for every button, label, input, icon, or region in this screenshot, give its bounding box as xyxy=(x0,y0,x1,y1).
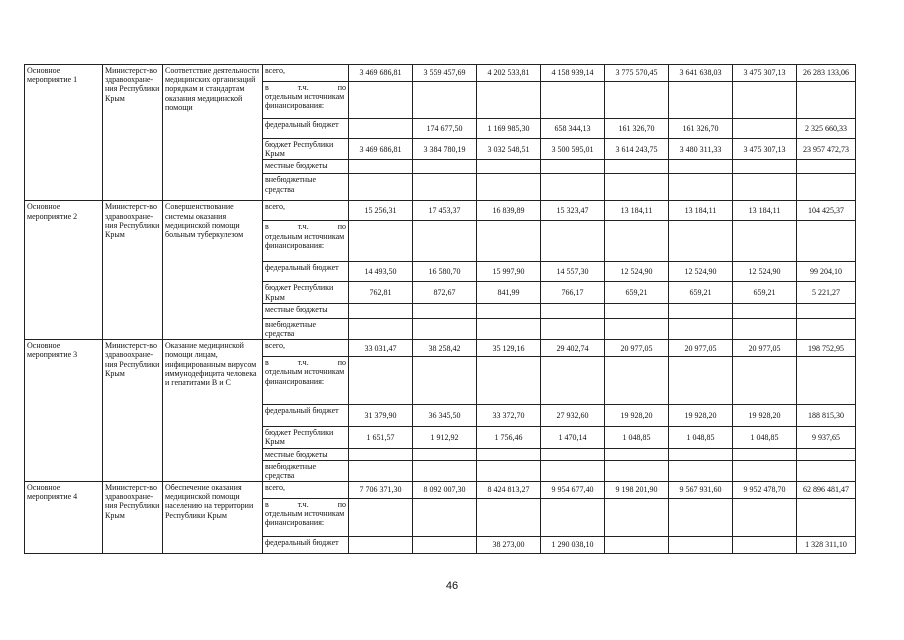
value-cell xyxy=(733,174,797,201)
value-cell: 174 677,50 xyxy=(413,119,477,139)
value-cell: 99 204,10 xyxy=(797,262,856,282)
value-cell xyxy=(669,82,733,119)
activity-description: Совершенствование системы оказания медицинской помощи больным туберкулезом xyxy=(163,201,263,340)
source-label-crimea: бюджет Республики Крым xyxy=(263,427,349,448)
value-cell xyxy=(477,221,541,262)
source-label-word: по xyxy=(337,500,346,510)
value-cell xyxy=(605,82,669,119)
value-cell xyxy=(605,160,669,174)
value-cell xyxy=(733,357,797,405)
source-label-word: т.ч. xyxy=(297,358,309,368)
value-cell xyxy=(797,174,856,201)
value-cell xyxy=(733,537,797,554)
value-cell xyxy=(477,160,541,174)
value-cell: 20 977,05 xyxy=(605,340,669,357)
source-label-total: всего, xyxy=(263,201,349,221)
value-cell: 12 524,90 xyxy=(669,262,733,282)
value-cell xyxy=(413,318,477,339)
value-cell: 3 469 686,81 xyxy=(349,139,413,160)
value-cell xyxy=(349,160,413,174)
source-label-local: местные бюджеты xyxy=(263,303,349,318)
value-cell: 20 977,05 xyxy=(733,340,797,357)
value-cell xyxy=(541,82,605,119)
value-cell: 872,67 xyxy=(413,282,477,303)
source-label-federal: федеральный бюджет xyxy=(263,537,349,554)
value-cell: 3 384 780,19 xyxy=(413,139,477,160)
value-cell xyxy=(605,537,669,554)
value-cell xyxy=(669,318,733,339)
value-cell xyxy=(669,221,733,262)
value-cell xyxy=(541,448,605,460)
value-cell xyxy=(733,448,797,460)
value-cell: 1 756,46 xyxy=(477,427,541,448)
value-cell xyxy=(541,303,605,318)
source-label-extra: внебюджетные средства xyxy=(263,460,349,481)
value-cell xyxy=(349,303,413,318)
value-cell: 198 752,95 xyxy=(797,340,856,357)
value-cell: 33 031,47 xyxy=(349,340,413,357)
value-cell: 5 221,27 xyxy=(797,282,856,303)
value-cell xyxy=(669,357,733,405)
value-cell xyxy=(349,174,413,201)
value-cell xyxy=(605,357,669,405)
value-cell: 104 425,37 xyxy=(797,201,856,221)
value-cell: 161 326,70 xyxy=(605,119,669,139)
value-cell: 13 184,11 xyxy=(669,201,733,221)
value-cell: 9 567 931,60 xyxy=(669,482,733,499)
source-label-word: т.ч. xyxy=(297,222,309,232)
value-cell: 1 912,92 xyxy=(413,427,477,448)
source-label-word: в xyxy=(265,83,269,92)
value-cell: 8 424 813,27 xyxy=(477,482,541,499)
value-cell xyxy=(349,448,413,460)
value-cell: 762,81 xyxy=(349,282,413,303)
source-label-crimea: бюджет Республики Крым xyxy=(263,139,349,160)
value-cell: 766,17 xyxy=(541,282,605,303)
value-cell: 16 839,89 xyxy=(477,201,541,221)
activity-executor: Министерст-во здравоохране-ния Республики Крым xyxy=(103,201,163,340)
value-cell xyxy=(413,82,477,119)
activity-executor: Министерст-во здравоохране-ния Республики Крым xyxy=(103,65,163,201)
value-cell xyxy=(797,160,856,174)
value-cell: 23 957 472,73 xyxy=(797,139,856,160)
value-cell: 8 092 007,30 xyxy=(413,482,477,499)
value-cell: 1 169 985,30 xyxy=(477,119,541,139)
value-cell xyxy=(477,448,541,460)
value-cell xyxy=(541,357,605,405)
value-cell: 19 928,20 xyxy=(733,405,797,427)
value-cell xyxy=(349,318,413,339)
value-cell: 16 580,70 xyxy=(413,262,477,282)
value-cell xyxy=(669,303,733,318)
value-cell xyxy=(349,357,413,405)
value-cell xyxy=(477,303,541,318)
source-label-incl-rest: отдельным источникам финансирования: xyxy=(265,367,345,386)
value-cell xyxy=(605,221,669,262)
value-cell: 3 775 570,45 xyxy=(605,65,669,82)
value-cell xyxy=(733,318,797,339)
value-cell: 14 557,30 xyxy=(541,262,605,282)
value-cell xyxy=(413,174,477,201)
value-cell: 9 952 478,70 xyxy=(733,482,797,499)
value-cell: 188 815,30 xyxy=(797,405,856,427)
activity-description: Соответствие деятельности медицинских организаций порядкам и стандартам оказания медицинской помощи xyxy=(163,65,263,201)
value-cell xyxy=(349,82,413,119)
value-cell: 3 559 457,69 xyxy=(413,65,477,82)
value-cell xyxy=(733,119,797,139)
value-cell: 33 372,70 xyxy=(477,405,541,427)
value-cell xyxy=(605,318,669,339)
table-row xyxy=(25,65,856,82)
value-cell xyxy=(541,160,605,174)
value-cell xyxy=(669,448,733,460)
value-cell: 3 469 686,81 xyxy=(349,65,413,82)
activity-description: Обеспечение оказания медицинской помощи населению на территории Республики Крым xyxy=(163,482,263,554)
source-label-incl xyxy=(263,499,349,537)
value-cell: 9 954 677,40 xyxy=(541,482,605,499)
value-cell: 12 524,90 xyxy=(733,262,797,282)
source-label-incl-head xyxy=(265,500,346,509)
value-cell xyxy=(669,499,733,537)
value-cell: 3 475 307,13 xyxy=(733,139,797,160)
source-label-incl-head xyxy=(265,222,346,231)
value-cell: 1 048,85 xyxy=(669,427,733,448)
source-label-incl-head xyxy=(265,83,346,92)
source-label-federal: федеральный бюджет xyxy=(263,262,349,282)
value-cell: 19 928,20 xyxy=(605,405,669,427)
source-label-incl-head xyxy=(265,358,346,367)
value-cell: 15 997,90 xyxy=(477,262,541,282)
table-row xyxy=(25,201,856,221)
value-cell xyxy=(605,174,669,201)
value-cell: 4 202 533,81 xyxy=(477,65,541,82)
value-cell xyxy=(349,119,413,139)
value-cell xyxy=(477,460,541,481)
value-cell xyxy=(349,499,413,537)
value-cell xyxy=(605,303,669,318)
value-cell: 2 325 660,33 xyxy=(797,119,856,139)
value-cell xyxy=(605,499,669,537)
page-number: 46 xyxy=(445,580,459,592)
source-label-incl-rest: отдельным источникам финансирования: xyxy=(265,231,345,250)
value-cell xyxy=(733,82,797,119)
value-cell: 13 184,11 xyxy=(733,201,797,221)
value-cell xyxy=(413,499,477,537)
activity-executor: Министерст-во здравоохране-ния Республики Крым xyxy=(103,482,163,554)
source-label-word: по xyxy=(337,358,346,368)
table-row xyxy=(25,482,856,499)
value-cell: 1 651,57 xyxy=(349,427,413,448)
value-cell xyxy=(797,303,856,318)
source-label-extra: внебюджетные средства xyxy=(263,318,349,339)
value-cell: 13 184,11 xyxy=(605,201,669,221)
value-cell xyxy=(477,318,541,339)
source-label-total: всего, xyxy=(263,482,349,499)
value-cell xyxy=(669,160,733,174)
value-cell: 1 470,14 xyxy=(541,427,605,448)
activity-title: Основное мероприятие 3 xyxy=(25,340,103,482)
source-label-word: в xyxy=(265,222,269,232)
value-cell: 9 937,65 xyxy=(797,427,856,448)
value-cell xyxy=(349,537,413,554)
source-label-incl xyxy=(263,221,349,262)
source-label-word: т.ч. xyxy=(297,83,309,92)
value-cell: 1 048,85 xyxy=(605,427,669,448)
value-cell: 38 258,42 xyxy=(413,340,477,357)
value-cell xyxy=(413,537,477,554)
value-cell: 3 475 307,13 xyxy=(733,65,797,82)
value-cell xyxy=(797,460,856,481)
source-label-federal: федеральный бюджет xyxy=(263,405,349,427)
source-label-incl xyxy=(263,82,349,119)
value-cell: 3 641 638,03 xyxy=(669,65,733,82)
source-label-incl-rest: отдельным источникам финансирования: xyxy=(265,509,345,528)
value-cell xyxy=(413,357,477,405)
value-cell xyxy=(797,499,856,537)
activity-description: Оказание медицинской помощи лицам, инфицированным вирусом иммунодефицита человека и гепатитами В и С xyxy=(163,340,263,482)
value-cell: 3 480 311,33 xyxy=(669,139,733,160)
value-cell xyxy=(797,82,856,119)
value-cell xyxy=(733,460,797,481)
value-cell: 26 283 133,06 xyxy=(797,65,856,82)
source-label-crimea: бюджет Республики Крым xyxy=(263,282,349,303)
value-cell: 3 500 595,01 xyxy=(541,139,605,160)
value-cell xyxy=(605,448,669,460)
value-cell: 3 032 548,51 xyxy=(477,139,541,160)
value-cell xyxy=(477,82,541,119)
value-cell xyxy=(477,357,541,405)
source-label-local: местные бюджеты xyxy=(263,448,349,460)
value-cell xyxy=(797,448,856,460)
value-cell xyxy=(669,537,733,554)
value-cell: 17 453,37 xyxy=(413,201,477,221)
value-cell: 27 932,60 xyxy=(541,405,605,427)
value-cell: 658 344,13 xyxy=(541,119,605,139)
value-cell xyxy=(413,160,477,174)
value-cell: 62 896 481,47 xyxy=(797,482,856,499)
table-row xyxy=(25,340,856,357)
value-cell: 4 158 939,14 xyxy=(541,65,605,82)
value-cell xyxy=(797,357,856,405)
value-cell: 35 129,16 xyxy=(477,340,541,357)
value-cell: 659,21 xyxy=(669,282,733,303)
value-cell xyxy=(349,221,413,262)
value-cell xyxy=(541,460,605,481)
source-label-total: всего, xyxy=(263,340,349,357)
value-cell: 1 048,85 xyxy=(733,427,797,448)
source-label-word: т.ч. xyxy=(297,500,309,510)
value-cell: 9 198 201,90 xyxy=(605,482,669,499)
value-cell xyxy=(733,160,797,174)
value-cell xyxy=(541,174,605,201)
value-cell: 3 614 243,75 xyxy=(605,139,669,160)
value-cell xyxy=(733,303,797,318)
source-label-local: местные бюджеты xyxy=(263,160,349,174)
value-cell xyxy=(541,318,605,339)
value-cell xyxy=(541,221,605,262)
activity-title: Основное мероприятие 2 xyxy=(25,201,103,340)
value-cell: 15 256,31 xyxy=(349,201,413,221)
value-cell: 161 326,70 xyxy=(669,119,733,139)
value-cell: 841,99 xyxy=(477,282,541,303)
value-cell: 7 706 371,30 xyxy=(349,482,413,499)
activity-title: Основное мероприятие 1 xyxy=(25,65,103,201)
value-cell xyxy=(669,174,733,201)
value-cell xyxy=(477,174,541,201)
budget-table xyxy=(24,64,856,554)
value-cell xyxy=(413,460,477,481)
value-cell xyxy=(605,460,669,481)
source-label-federal: федеральный бюджет xyxy=(263,119,349,139)
value-cell: 1 328 311,10 xyxy=(797,537,856,554)
value-cell: 1 290 038,10 xyxy=(541,537,605,554)
activity-title: Основное мероприятие 4 xyxy=(25,482,103,554)
value-cell xyxy=(669,460,733,481)
value-cell xyxy=(797,318,856,339)
value-cell xyxy=(413,221,477,262)
value-cell: 36 345,50 xyxy=(413,405,477,427)
value-cell xyxy=(477,499,541,537)
value-cell: 659,21 xyxy=(733,282,797,303)
value-cell: 19 928,20 xyxy=(669,405,733,427)
value-cell xyxy=(413,448,477,460)
value-cell: 14 493,50 xyxy=(349,262,413,282)
table-body xyxy=(25,65,856,554)
value-cell: 38 273,00 xyxy=(477,537,541,554)
activity-executor: Министерст-во здравоохране-ния Республики Крым xyxy=(103,340,163,482)
source-label-total: всего, xyxy=(263,65,349,82)
value-cell xyxy=(733,499,797,537)
source-label-incl-rest: отдельным источникам финансирования: xyxy=(265,92,345,111)
value-cell: 659,21 xyxy=(605,282,669,303)
value-cell: 20 977,05 xyxy=(669,340,733,357)
value-cell: 12 524,90 xyxy=(605,262,669,282)
source-label-word: в xyxy=(265,358,269,368)
value-cell xyxy=(797,221,856,262)
source-label-word: в xyxy=(265,500,269,510)
value-cell xyxy=(733,221,797,262)
value-cell: 31 379,90 xyxy=(349,405,413,427)
source-label-extra: внебюджетные средства xyxy=(263,174,349,201)
value-cell xyxy=(541,499,605,537)
value-cell xyxy=(349,460,413,481)
value-cell: 29 402,74 xyxy=(541,340,605,357)
value-cell xyxy=(413,303,477,318)
value-cell: 15 323,47 xyxy=(541,201,605,221)
source-label-word: по xyxy=(337,222,346,232)
source-label-incl xyxy=(263,357,349,405)
source-label-word: по xyxy=(337,83,346,92)
